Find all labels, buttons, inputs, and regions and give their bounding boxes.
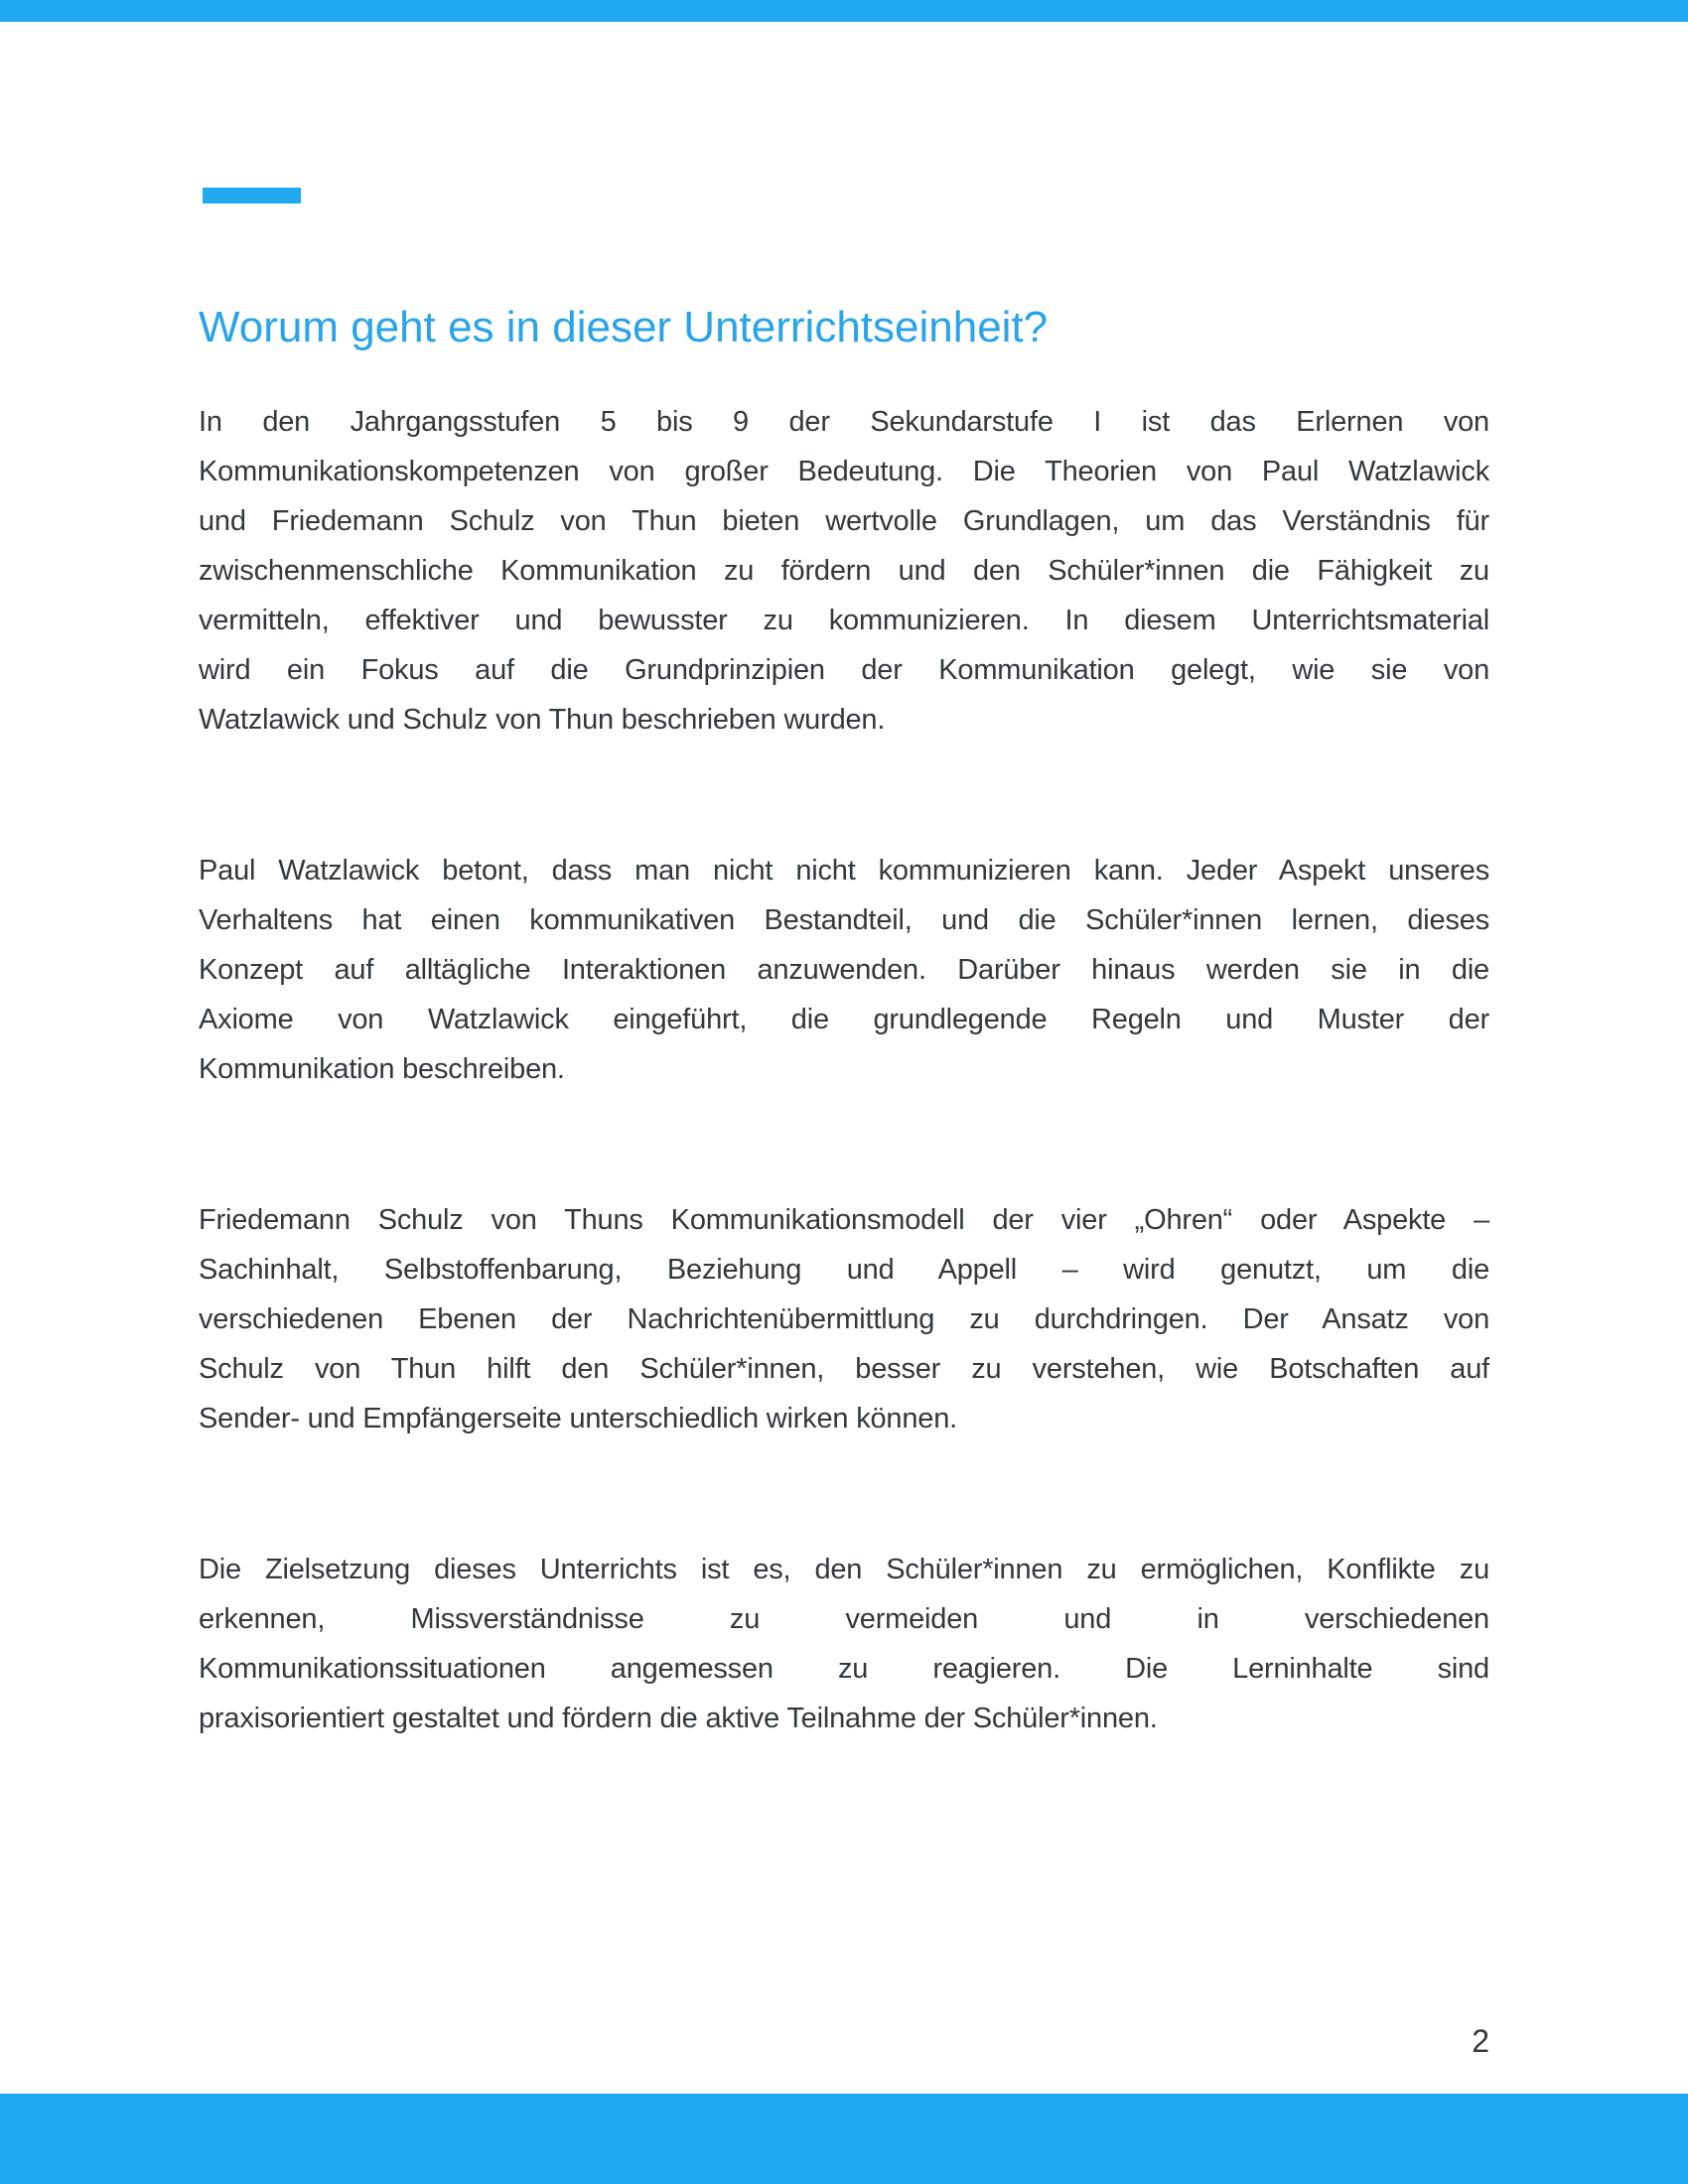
- accent-dash: [203, 188, 301, 204]
- paragraph-line: zwischenmenschliche Kommunikation zu fördern und den Schüler*innen die Fähigkeit zu: [199, 555, 1489, 587]
- paragraph-line: erkennen, Missverständnisse zu vermeiden und in verschiedenen: [199, 1603, 1489, 1635]
- paragraph-line: Die Zielsetzung dieses Unterrichts ist es, den Schüler*innen zu ermöglichen, Konflikte zu: [199, 1554, 1489, 1585]
- paragraph-line: In den Jahrgangsstufen 5 bis 9 der Sekundarstufe I ist das Erlernen von: [199, 406, 1489, 438]
- paragraph-line: Kommunikationssituationen angemessen zu reagieren. Die Lerninhalte sind: [199, 1653, 1489, 1685]
- paragraph: [199, 397, 1489, 745]
- paragraph: [199, 1195, 1489, 1443]
- paragraph-line: Konzept auf alltägliche Interaktionen anzuwenden. Darüber hinaus werden sie in die: [199, 954, 1489, 986]
- paragraph-line: vermitteln, effektiver und bewusster zu kommunizieren. In diesem Unterrichtsmaterial: [199, 605, 1489, 636]
- paragraph: [199, 1545, 1489, 1743]
- paragraph-line: Kommunikationskompetenzen von großer Bedeutung. Die Theorien von Paul Watzlawick: [199, 456, 1489, 487]
- bottom-accent-bar: [0, 2094, 1688, 2184]
- body-text: [199, 397, 1489, 1844]
- paragraph-line: Verhaltens hat einen kommunikativen Bestandteil, und die Schüler*innen lernen, dieses: [199, 904, 1489, 936]
- paragraph-line: und Friedemann Schulz von Thun bieten wertvolle Grundlagen, um das Verständnis für: [199, 505, 1489, 537]
- paragraph-line: praxisorientiert gestaltet und fördern die aktive Teilnahme der Schüler*innen.: [199, 1703, 1158, 1734]
- paragraph-line: Watzlawick und Schulz von Thun beschrieben wurden.: [199, 704, 886, 736]
- paragraph-line: Sachinhalt, Selbstoffenbarung, Beziehung und Appell – wird genutzt, um die: [199, 1254, 1489, 1286]
- page-number: 2: [1472, 2023, 1489, 2059]
- paragraph-line: wird ein Fokus auf die Grundprinzipien der Kommunikation gelegt, wie sie von: [199, 654, 1489, 686]
- page-title: Worum geht es in dieser Unterrichtseinheit?: [199, 303, 1049, 351]
- paragraph-line: Axiome von Watzlawick eingeführt, die grundlegende Regeln und Muster der: [199, 1004, 1489, 1035]
- paragraph-line: verschiedenen Ebenen der Nachrichtenübermittlung zu durchdringen. Der Ansatz von: [199, 1303, 1489, 1335]
- paragraph-line: Sender- und Empfängerseite unterschiedlich wirken können.: [199, 1403, 957, 1434]
- paragraph-line: Schulz von Thun hilft den Schüler*innen, besser zu verstehen, wie Botschaften auf: [199, 1353, 1489, 1385]
- top-accent-bar: [0, 0, 1688, 22]
- paragraph-line: Friedemann Schulz von Thuns Kommunikationsmodell der vier „Ohren“ oder Aspekte –: [199, 1204, 1489, 1236]
- paragraph: [199, 846, 1489, 1094]
- paragraph-line: Paul Watzlawick betont, dass man nicht nicht kommunizieren kann. Jeder Aspekt unseres: [199, 855, 1489, 887]
- paragraph-line: Kommunikation beschreiben.: [199, 1053, 565, 1085]
